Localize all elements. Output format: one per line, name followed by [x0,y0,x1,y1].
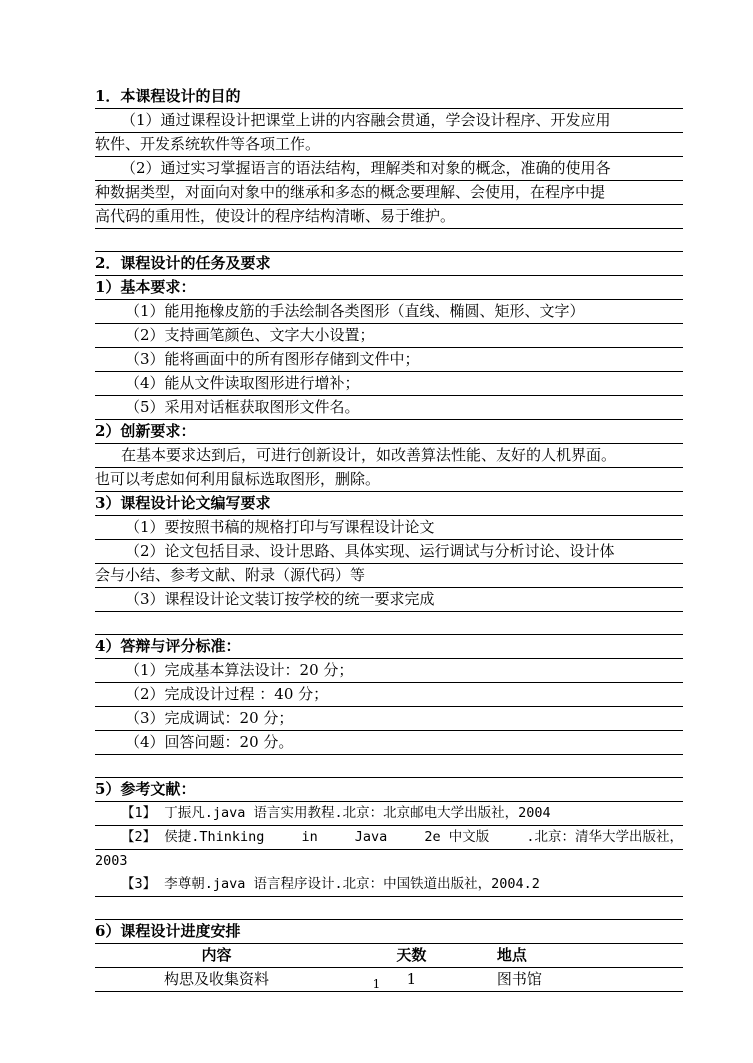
basic-item-5: （5）采用对话框获取图形文件名。 [95,396,683,420]
section-1-title: 1．本课程设计的目的 [95,85,683,109]
header-days: 天数 [396,946,427,964]
innovation-line-2: 也可以考虑如何利用鼠标选取图形，删除。 [95,468,683,492]
paper-line-3: 会与小结、参考文献、附录（源代码）等 [95,564,683,588]
grading-item-4: （4）回答问题：20 分。 [95,731,683,755]
basic-item-1: （1）能用拖橡皮筋的手法绘制各类图形（直线、椭圆、矩形、文字） [95,300,683,324]
reference-2-part-4: 2e 中文版 [424,829,490,845]
innovation-line-1: 在基本要求达到后，可进行创新设计，如改善算法性能、友好的人机界面。 [95,444,683,468]
schedule-table-header [95,944,683,968]
section-2-title: 2．课程设计的任务及要求 [95,251,683,276]
paper-line-1: （1）要按照书稿的规格打印与写课程设计论文 [95,516,683,540]
row-days: 1 [406,970,417,988]
grading-item-1: （1）完成基本算法设计：20 分； [95,659,683,683]
header-content: 内容 [201,946,232,964]
section-5-title: 5）参考文献： [95,777,683,802]
section-1-line-3: （2）通过实习掌握语言的语法结构，理解类和对象的概念，准确的使用各 [95,157,683,181]
reference-3: 【3】 李尊朝.java 语言程序设计.北京：中国铁道出版社，2004.2 [95,873,683,897]
section-6-title: 6）课程设计进度安排 [95,919,683,944]
basic-item-2: （2）支持画笔颜色、文字大小设置； [95,324,683,348]
section-1-line-1: （1）通过课程设计把课堂上讲的内容融会贯通，学会设计程序、开发应用 [95,109,683,133]
grading-item-2: （2）完成设计过程 ：40 分； [95,683,683,707]
row-content: 构思及收集资料 [163,970,269,988]
reference-2-part-3: Java [354,829,388,845]
reference-1: 【1】 丁振凡.java 语言实用教程.北京：北京邮电大学出版社，2004 [95,802,683,826]
grading-item-3: （3）完成调试：20 分； [95,707,683,731]
reference-2-part-2: in [301,829,318,845]
section-1-line-4: 种数据类型，对面向对象中的继承和多态的概念要理解、会使用，在程序中提 [95,181,683,205]
reference-2-continued: 2003 [95,853,128,869]
section-1-line-2: 软件、开发系统软件等各项工作。 [95,133,683,157]
paper-line-4: （3）课程设计论文装订按学校的统一要求完成 [95,588,683,612]
header-location: 地点 [496,946,527,964]
section-1-line-5: 高代码的重用性，使设计的程序结构清晰、易于维护。 [95,205,683,229]
spacer [95,897,683,919]
basic-item-4: （4）能从文件读取图形进行增补； [95,372,683,396]
innovation-title: 2）创新要求： [95,420,683,444]
basic-requirements-title: 1）基本要求： [95,276,683,300]
paper-requirements-title: 3）课程设计论文编写要求 [95,492,683,516]
paper-line-2: （2）论文包括目录、设计思路、具体实现、运行调试与分析讨论、设计体 [95,540,683,564]
document-page [95,85,683,992]
section-4-title: 4）答辩与评分标准： [95,634,683,659]
row-location: 图书馆 [496,970,542,988]
reference-2 [95,826,683,850]
page-number: 1 [372,977,381,991]
basic-item-3: （3）能将画面中的所有图形存储到文件中； [95,348,683,372]
spacer [95,612,683,634]
spacer [95,755,683,777]
reference-2-part-5: .北京：清华大学出版社， [526,829,683,845]
spacer [95,229,683,251]
reference-2-part-1: 【2】 侯捷.Thinking [121,829,265,845]
